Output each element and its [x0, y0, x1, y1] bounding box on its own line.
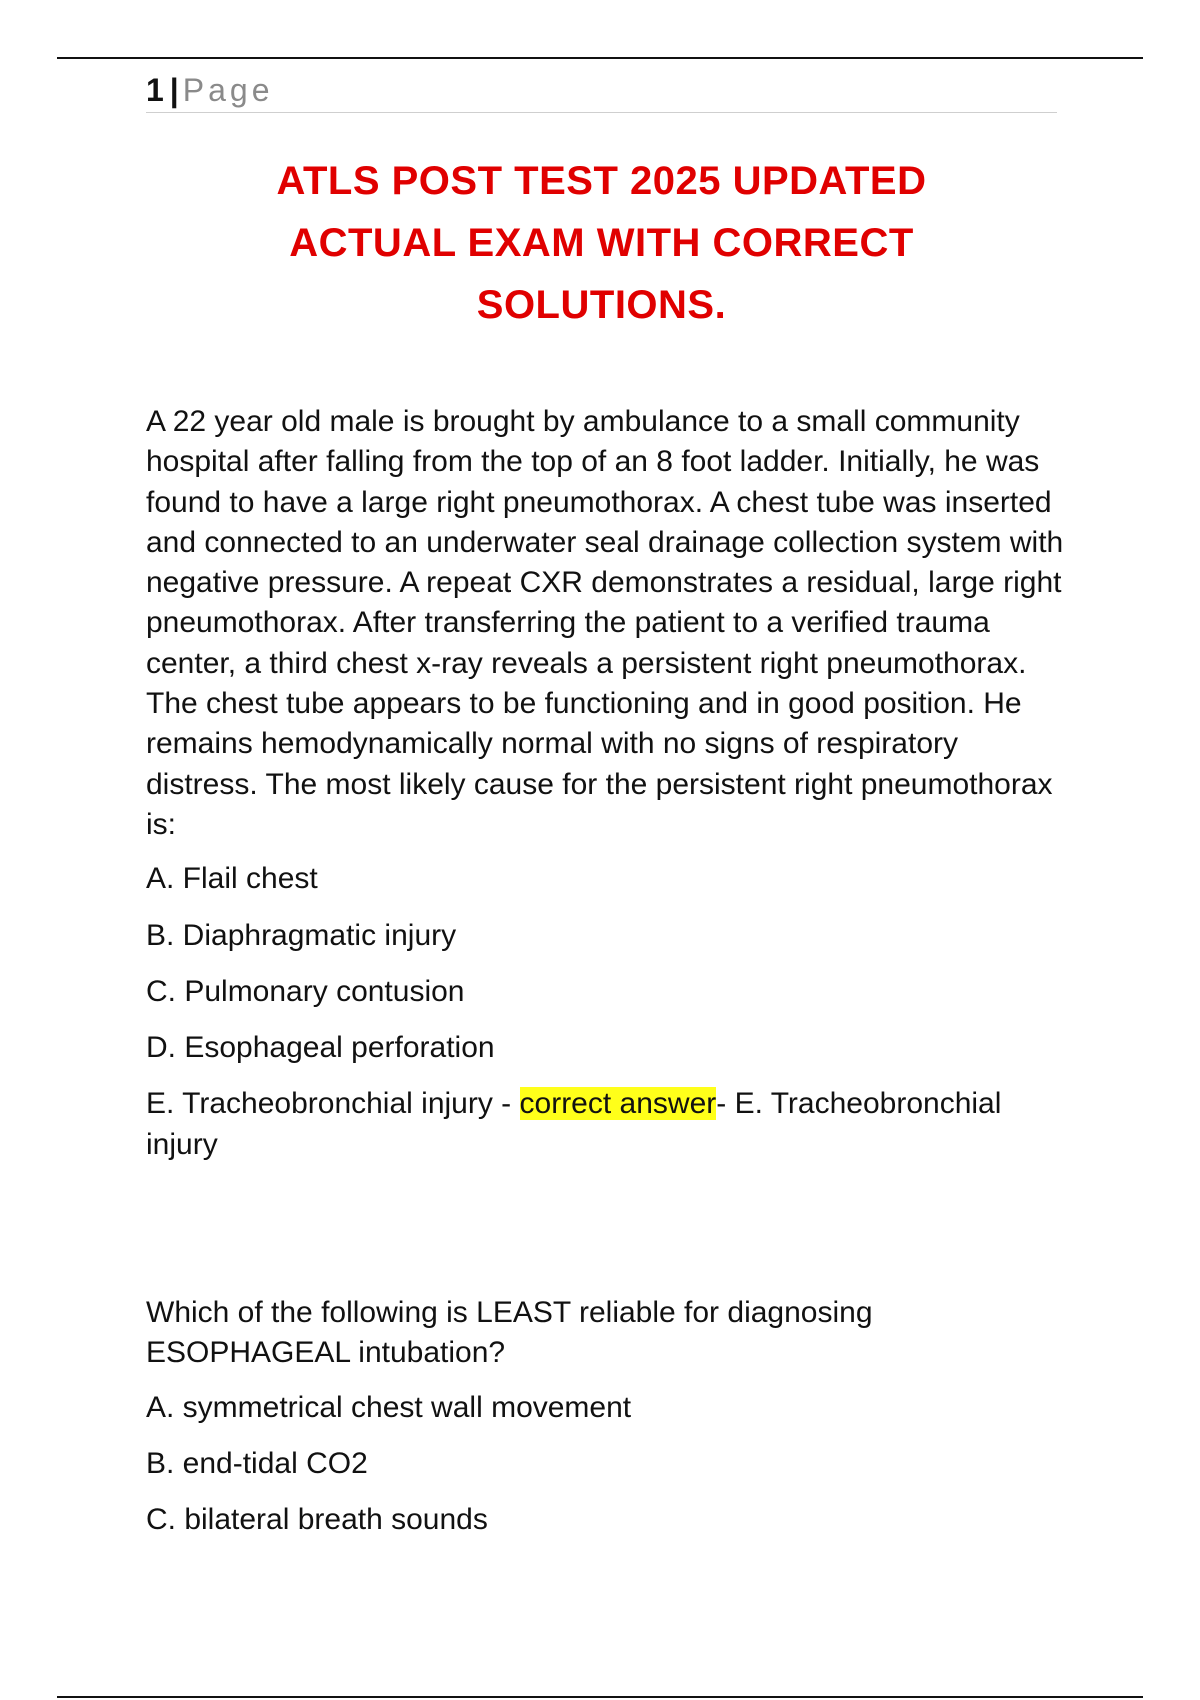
question-1-option-e-with-answer	[146, 1084, 1076, 1165]
question-1-option-c: C. Pulmonary contusion	[146, 974, 465, 1008]
document-title	[146, 150, 1057, 336]
question-2-stem: Which of the following is LEAST reliable for diagnosing ESOPHAGEAL intubation?	[146, 1296, 873, 1370]
title-line-1: ATLS POST TEST 2025 UPDATED	[276, 159, 927, 203]
question-2-option-a: A. symmetrical chest wall movement	[146, 1390, 632, 1424]
question-1-stem: A 22 year old male is brought by ambulance to a small community hospital after falling from the top of an 8 foot ladder. Initially, he was found to have a large right pneumothorax. A chest tube was inserted and connected to an underwater seal drainage collection system with negative pressure. A repeat CXR demonstrates a residual, large right pneumothorax. After transferring the patient to a verified trauma center, a third chest x-ray reveals a persistent right pneumothorax. The chest tube appears to be functioning and in good position. He remains hemodynamically normal with no signs of respiratory distress. The most likely cause for the persistent right pneumothorax is:	[146, 405, 1064, 841]
page-label: Page	[182, 72, 274, 108]
question-2	[146, 1293, 1076, 1556]
page-header	[146, 70, 1057, 113]
title-line-3: SOLUTIONS.	[476, 283, 727, 327]
question-1	[146, 402, 1076, 1165]
question-1-option-b: B. Diaphragmatic injury	[146, 918, 457, 952]
question-1-option-e: E. Tracheobronchial injury -	[146, 1087, 520, 1121]
correct-answer-label: correct answer	[519, 1087, 717, 1121]
question-1-option-a: A. Flail chest	[146, 862, 318, 896]
question-1-option-d: D. Esophageal perforation	[146, 1031, 495, 1065]
bottom-rule	[57, 1696, 1143, 1698]
page-separator: |	[169, 72, 179, 108]
question-2-option-b: B. end-tidal CO2	[146, 1446, 368, 1480]
title-line-2: ACTUAL EXAM WITH CORRECT	[289, 221, 914, 265]
question-1-answer-text: - E. Tracheobronchial injury	[146, 1087, 1002, 1161]
page-number: 1	[146, 72, 164, 108]
question-2-option-c: C. bilateral breath sounds	[146, 1503, 488, 1537]
top-rule	[57, 57, 1143, 59]
